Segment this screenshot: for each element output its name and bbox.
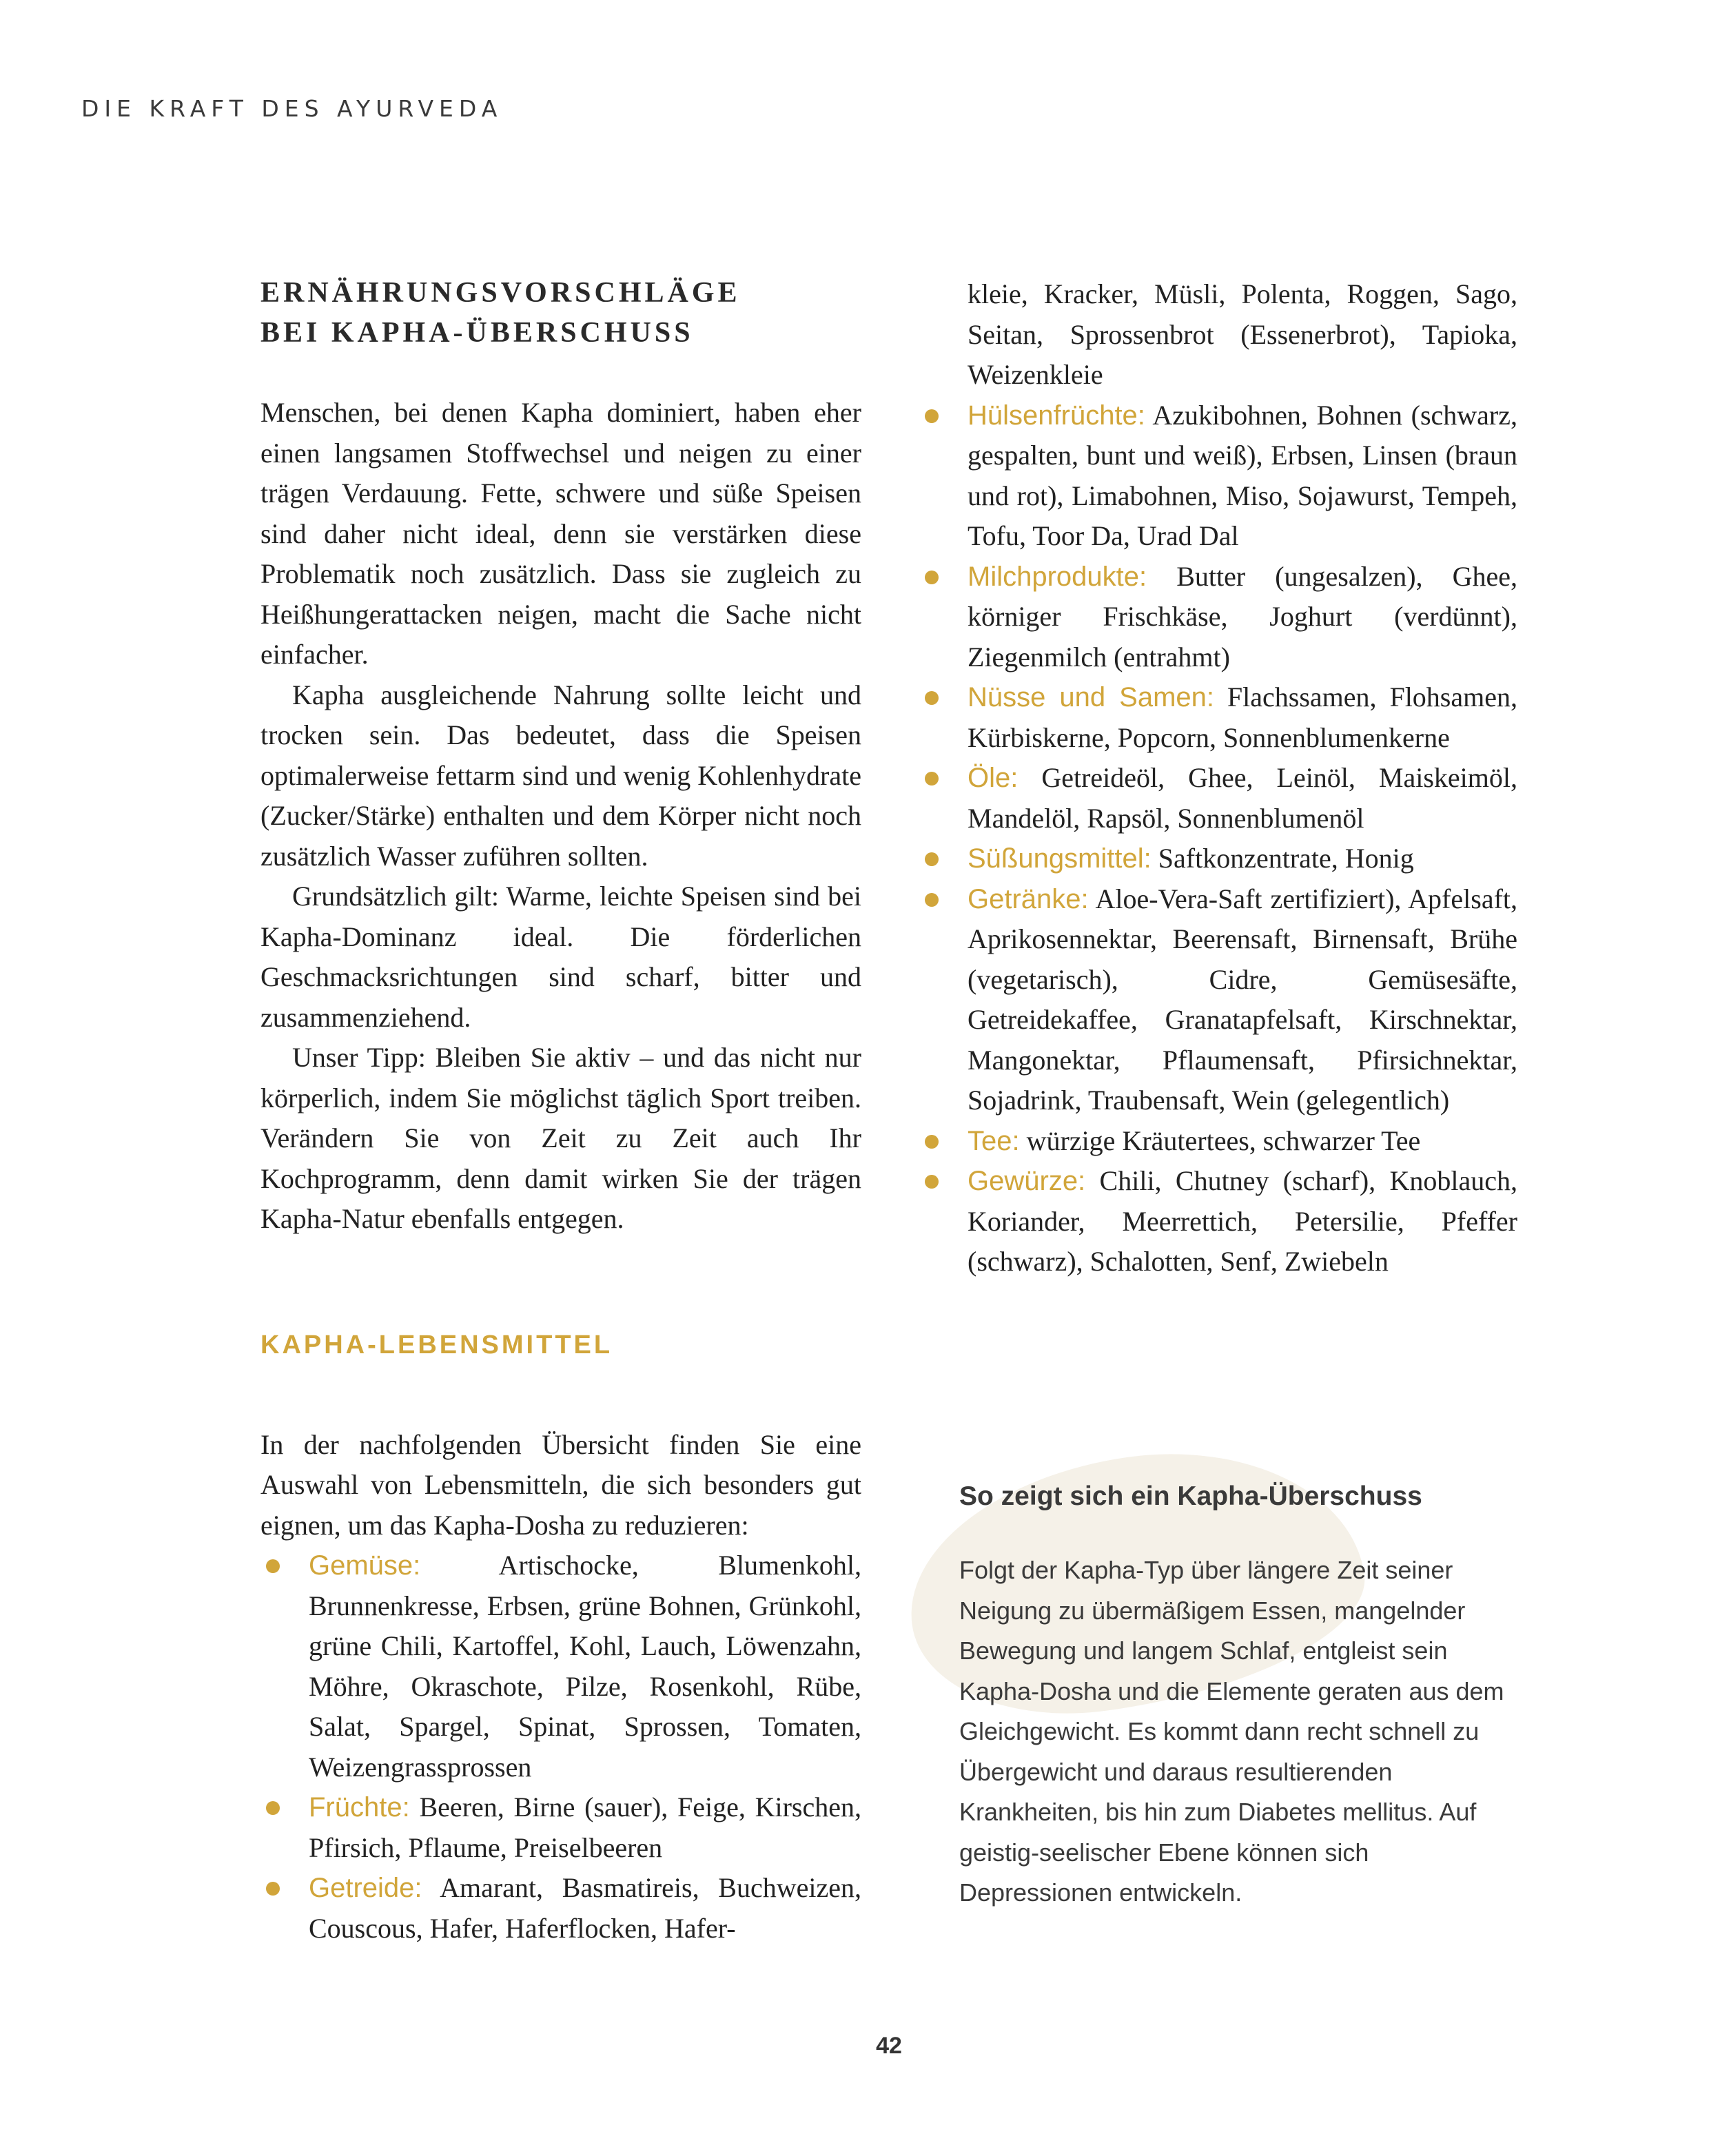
- bullet-icon: [925, 1135, 939, 1149]
- paragraph-4: Unser Tipp: Bleiben Sie aktiv – und das nicht nur körperlich, indem Sie möglichst täglich Sport treiben. Verändern Sie von Zeit zu Zeit auch Ihr Kochprogramm, denn damit wirken Sie der trägen Kapha-Natur ebenfalls entgegen.: [260, 1042, 861, 1234]
- category-items: Chili, Chutney (scharf), Knoblauch, Koriander, Meerrettich, Petersilie, Pfeffer (schwarz), Schalotten, Senf, Zwiebeln: [968, 1165, 1518, 1277]
- page-title-line-1: ERNÄHRUNGSVORSCHLÄGE: [260, 277, 741, 309]
- category-items: Beeren, Birne (sauer), Feige, Kirschen, Pfirsich, Pflaume, Preiselbeeren: [309, 1791, 862, 1863]
- category-items: Aloe-Vera-Saft zertifiziert), Apfelsaft, Aprikosennektar, Beerensaft, Birnensaft, Brühe (vegetarisch), Cidre, Gemüsesäfte, Getreidekaffee, Granatapfelsaft, Kirschnektar, Mangonektar, Pflaumensaft, Pfirsichnektar, Sojadrink, Traubensaft, Wein (gelegentlich): [968, 883, 1517, 1116]
- category-label: Gemüse:: [309, 1550, 421, 1581]
- food-list-left: [260, 1546, 861, 1949]
- category-items: würzige Kräutertees, schwarzer Tee: [1026, 1125, 1421, 1156]
- list-item: [919, 396, 1517, 557]
- running-head: DIE KRAFT DES AYURVEDA: [81, 95, 503, 122]
- list-item: [260, 1546, 861, 1787]
- bullet-icon: [266, 1559, 280, 1573]
- category-label: Früchte:: [309, 1792, 410, 1823]
- list-item: [919, 1121, 1517, 1162]
- bullet-icon: [925, 852, 939, 866]
- category-label: Getreide:: [309, 1873, 422, 1903]
- category-label: Öle:: [968, 763, 1019, 793]
- category-label: Nüsse und Samen:: [968, 682, 1215, 712]
- bullet-icon: [266, 1882, 280, 1896]
- bullet-icon: [925, 409, 939, 423]
- list-item: [260, 1868, 861, 1949]
- list-item: [919, 879, 1517, 1121]
- bullet-icon: [925, 1175, 939, 1189]
- bullet-icon: [925, 571, 939, 584]
- category-label: Milchprodukte:: [968, 561, 1147, 592]
- intro-paragraph: In der nachfolgenden Übersicht finden Sie eine Auswahl von Lebensmitteln, die sich besonders gut eignen, um das Kapha-Dosha zu reduzieren:: [260, 1428, 861, 1541]
- category-items: Getreideöl, Ghee, Leinöl, Maiskeimöl, Mandelöl, Rapsöl, Sonnenblumenöl: [968, 762, 1517, 834]
- category-label: Süßungsmittel:: [968, 843, 1152, 874]
- category-label: Getränke:: [968, 883, 1089, 914]
- paragraph-3: Grundsätzlich gilt: Warme, leichte Speisen sind bei Kapha-Dominanz ideal. Die förderlichen Geschmacksrichtungen sind scharf, bitter und zusammenziehend.: [260, 881, 861, 1033]
- list-item: [919, 557, 1517, 678]
- category-items: Amarant, Basmatireis, Buchweizen, Couscous, Hafer, Haferflocken, Hafer-: [309, 1872, 862, 1944]
- list-item: [260, 1787, 861, 1868]
- info-box: [959, 1481, 1517, 1913]
- page-number: 42: [876, 2033, 902, 2059]
- list-item: [919, 758, 1517, 839]
- bullet-icon: [266, 1801, 280, 1815]
- list-item: [919, 1161, 1517, 1282]
- category-items: Flachssamen, Flohsamen, Kürbiskerne, Popcorn, Sonnenblumenkerne: [968, 681, 1517, 753]
- list-item: [919, 839, 1517, 879]
- getreide-continued: kleie, Kracker, Müsli, Polenta, Roggen, Sago, Seitan, Sprossenbrot (Essenerbrot), Tapioka, Weizenkleie: [968, 278, 1517, 390]
- right-column: [919, 274, 1517, 1282]
- info-box-title: So zeigt sich ein Kapha-Überschuss: [959, 1481, 1422, 1511]
- paragraph-1: Menschen, bei denen Kapha dominiert, haben eher einen langsamen Stoffwechsel und neigen zu einer trägen Verdauung. Fette, schwere und süße Speisen sind daher nicht ideal, denn sie verstärken diese Problematik noch zusätzlich. Dass sie zugleich zu Heißhungerattacken neigen, macht die Sache nicht einfacher.: [260, 397, 861, 670]
- bullet-icon: [925, 691, 939, 705]
- category-label: Tee:: [968, 1125, 1020, 1156]
- page-title-line-2: BEI KAPHA-ÜBERSCHUSS: [260, 317, 694, 349]
- section-heading: KAPHA-LEBENSMITTEL: [260, 1330, 613, 1359]
- left-column: [260, 273, 861, 1949]
- food-list-right: [919, 396, 1517, 1282]
- info-box-text: Folgt der Kapha-Typ über längere Zeit seiner Neigung zu übermäßigem Essen, mangelnder Bewegung und langem Schlaf, entgleist sein Kapha-Dosha und die Elemente geraten aus dem Gleichgewicht. Es kommt dann recht schnell zu Übergewicht und daraus resultierenden Krankheiten, bis hin zum Diabetes mellitus. Auf geistig-seelischer Ebene können sich Depressionen entwickeln.: [959, 1556, 1504, 1907]
- list-item: [919, 677, 1517, 758]
- page-title: [260, 273, 861, 353]
- category-items: Azukibohnen, Bohnen (schwarz, gespalten, bunt und weiß), Erbsen, Linsen (braun und rot), Limabohnen, Miso, Sojawurst, Tempeh, Tofu, Toor Da, Urad Dal: [968, 399, 1518, 551]
- category-items: Saftkonzentrate, Honig: [1158, 843, 1414, 874]
- category-label: Gewürze:: [968, 1166, 1086, 1196]
- paragraph-2: Kapha ausgleichende Nahrung sollte leicht und trocken sein. Das bedeutet, dass die Speisen optimalerweise fettarm sind und wenig Kohlenhydrate (Zucker/Stärke) enthalten und dem Körper nicht noch zusätzlich Wasser zuführen sollten.: [260, 679, 861, 872]
- category-items: Artischocke, Blumenkohl, Brunnenkresse, Erbsen, grüne Bohnen, Grünkohl, grüne Chili, Kartoffel, Kohl, Lauch, Löwenzahn, Möhre, Okraschote, Pilze, Rosenkohl, Rübe, Salat, Spargel, Spinat, Sprossen, Tomaten, Weizengrassprossen: [309, 1550, 861, 1783]
- bullet-icon: [925, 893, 939, 907]
- category-items: Butter (ungesalzen), Ghee, körniger Frischkäse, Joghurt (verdünnt), Ziegenmilch (entrahmt): [968, 560, 1518, 673]
- category-label: Hülsenfrüchte:: [968, 400, 1145, 431]
- bullet-icon: [925, 772, 939, 786]
